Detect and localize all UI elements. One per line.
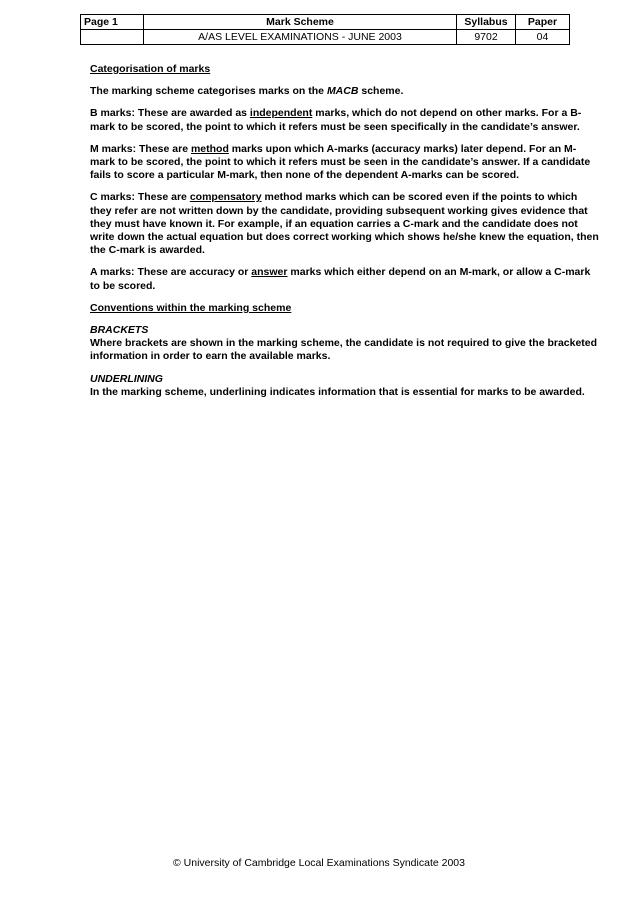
underlining-paragraph [90, 373, 600, 399]
page-number: Page 1 [81, 15, 144, 30]
categorisation-heading: Categorisation of marks [90, 63, 211, 75]
macb-emphasis: MACB [326, 85, 359, 98]
empty-cell [81, 30, 144, 45]
copyright-footer: © University of Cambridge Local Examinations Syndicate 2003 [173, 857, 465, 869]
brackets-paragraph [90, 324, 600, 364]
intro-paragraph: The marking scheme categorises marks on the MACB scheme. [90, 85, 404, 98]
syllabus-value: 9702 [457, 30, 516, 45]
a-marks-paragraph: A marks: These are accuracy or answer marks which either depend on an M-mark, or allow a C-mark to be scored. [90, 266, 591, 292]
underlining-text: In the marking scheme, underlining indicates information that is essential for marks to be awarded. [90, 385, 585, 398]
b-marks-paragraph: B marks: These are awarded as independent marks, which do not depend on other marks. For a B-mark to be scored, the point to which it refers must be seen specifically in the candidate’s answer. [90, 107, 582, 133]
exam-name: A/AS LEVEL EXAMINATIONS - JUNE 2003 [144, 30, 457, 45]
conventions-heading: Conventions within the marking scheme [90, 301, 292, 314]
b-marks-keyword: independent [249, 107, 313, 120]
c-marks-keyword: compensatory [189, 191, 262, 204]
m-marks-keyword: method [190, 142, 229, 155]
paper-value: 04 [516, 30, 570, 45]
header-row-2 [81, 30, 570, 45]
paper-label: Paper [516, 15, 570, 30]
m-marks-paragraph: M marks: These are method marks upon which A-marks (accuracy marks) later depend. For an M-mark to be scored, the point to which it refers must be seen in the candidate’s answer. If a candidate fails to score a particular M-mark, then none of the dependent A-marks can be scored. [90, 142, 591, 182]
header-row-1 [81, 15, 570, 30]
c-marks-paragraph: C marks: These are compensatory method marks which can be scored even if the points to which they refer are not written down by the candidate, providing subsequent working gives evidence that they must have known it. For example, if an equation carries a C-mark and the candidate does not write down the actual equation but does correct working which shows he/she knew the equation, then the C-mark is awarded. [90, 191, 599, 257]
document-body [90, 63, 600, 408]
header-table [80, 14, 570, 45]
underlining-title: UNDERLINING [90, 372, 163, 385]
brackets-text: Where brackets are shown in the marking scheme, the candidate is not required to give the bracketed information in order to earn the available marks. [90, 337, 598, 363]
syllabus-label: Syllabus [457, 15, 516, 30]
document-title: Mark Scheme [144, 15, 457, 30]
a-marks-keyword: answer [251, 266, 288, 279]
brackets-title: BRACKETS [90, 324, 149, 337]
